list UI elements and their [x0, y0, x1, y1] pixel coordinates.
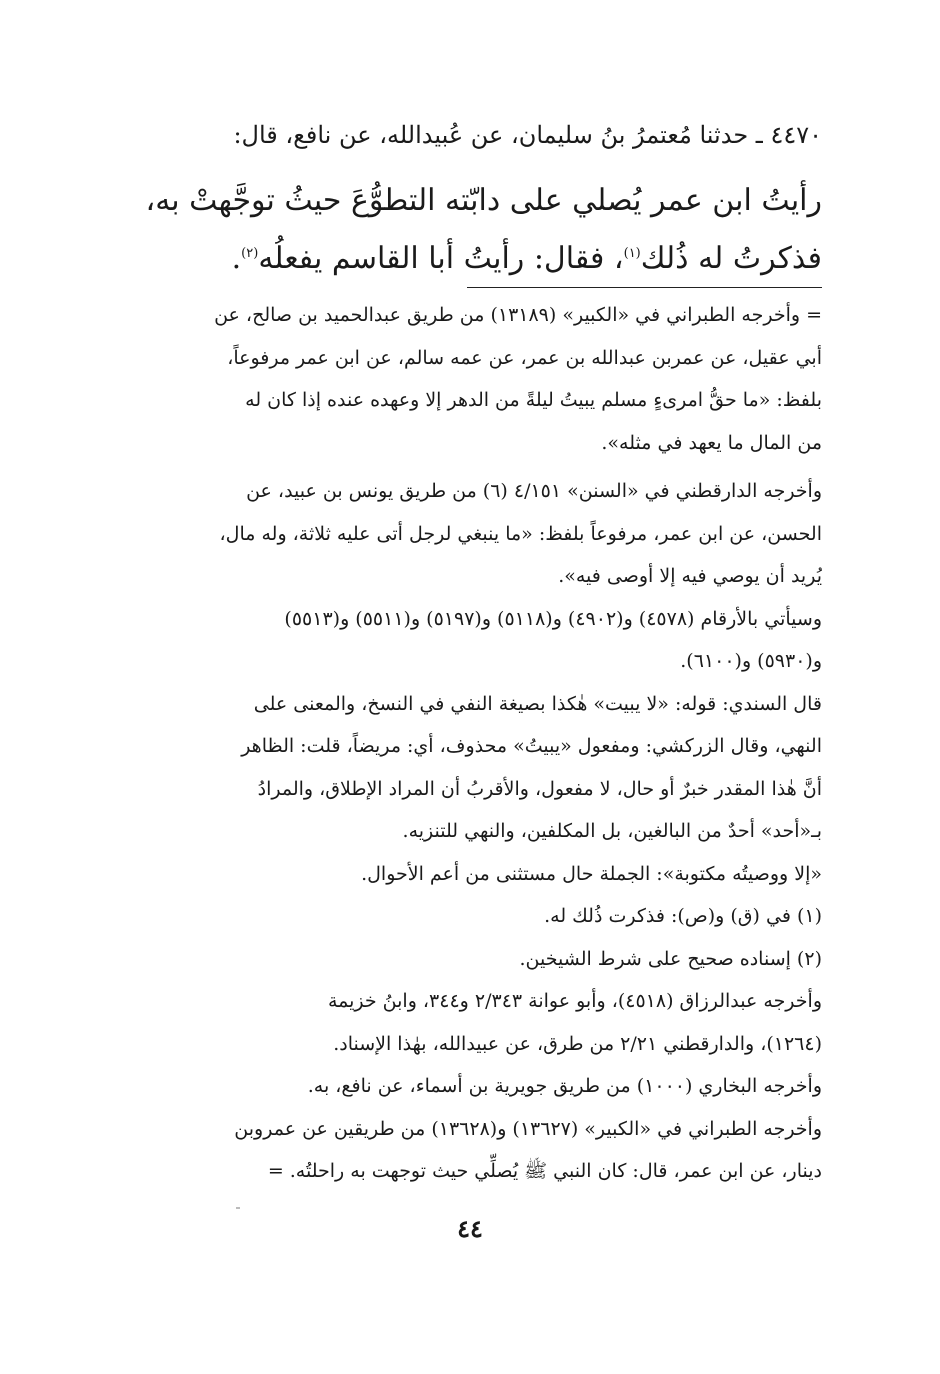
hadith-line-mid: ، فقال: رأيتُ أبا القاسم يفعلُه — [258, 241, 624, 276]
footnote-marker-2: (٢) — [241, 246, 259, 261]
note-paragraph — [104, 1065, 822, 1108]
note-line: «إلا ووصيتُه مكتوبة»: الجملة حال مستثنى من أعم الأحوال. — [361, 862, 822, 885]
note-line: وأخرجه البخاري (١٠٠٠) من طريق جويرية بن أسماء، عن نافع، به. — [307, 1075, 822, 1097]
note-line: وسيأتي بالأرقام (٤٥٧٨) و(٤٩٠٢) و(٥١١٨) و(٥١٩٧) و(٥٥١١) و(٥٥١٣) — [284, 607, 822, 630]
print-speck — [236, 1207, 240, 1209]
footnote-marker-1: (١) — [623, 246, 641, 261]
footnote-separator — [467, 287, 822, 288]
hadith-line-start: فذكرتُ له ذُلك — [640, 241, 822, 276]
note-line: قال السندي: قوله: «لا يبيت» هٰكذا بصيغة النفي في النسخ، والمعنى على — [253, 692, 822, 715]
note-line: أبي عقيل، عن عمربن عبدالله بن عمر، عن عمه سالم، عن ابن عمر مرفوعاً، — [227, 346, 822, 369]
note-paragraph — [104, 683, 822, 896]
note-paragraph — [104, 980, 822, 1065]
footnote-1: (١) في (ق) و(ص): فذكرت ذُلك له. — [544, 905, 822, 927]
page-number: ٤٤ — [457, 1214, 483, 1243]
note-paragraph — [104, 294, 822, 464]
note-paragraph — [104, 470, 822, 598]
note-line: = وأخرجه الطبراني في «الكبير» (١٣١٨٩) من طريق عبدالحميد بن صالح، عن — [214, 304, 822, 326]
hadith-isnad-line: ٤٤٧٠ ـ حدثنا مُعتمرُ بنُ سليمان، عن عُبيدالله، عن نافع، قال: — [233, 121, 822, 149]
note-line: يُريد أن يوصي فيه إلا أوصى فيه». — [558, 565, 822, 587]
note-line: وأخرجه الدارقطني في «السنن» ٤/١٥١ (٦) من طريق يونس بن عبيد، عن — [246, 480, 822, 502]
note-line: وأخرجه عبدالرزاق (٤٥١٨)، وأبو عوانة ٢/٣٤٣ و٣٤٤، وابنُ خزيمة — [327, 990, 822, 1012]
hadith-line — [104, 230, 822, 288]
hadith-text — [104, 172, 822, 288]
footnote-2: (٢) إسناده صحيح على شرط الشيخين. — [519, 947, 822, 970]
note-paragraph — [104, 598, 822, 683]
note-line: دينار، عن ابن عمر، قال: كان النبي ﷺ يُصلِّي حيث توجهت به راحلتُه. = — [267, 1160, 822, 1182]
commentary-notes — [104, 294, 822, 1193]
note-line: وأخرجه الطبراني في «الكبير» (١٣٦٢٧) و(١٣٦٢٨) من طريقين عن عمروبن — [234, 1117, 822, 1140]
note-line: من المال ما يعهد في مثله». — [601, 431, 822, 454]
note-paragraph — [104, 1108, 822, 1193]
footnotes — [104, 895, 822, 980]
hadith-line: رأيتُ ابن عمر يُصلي على دابّته التطوُّعَ حيثُ توجَّهتْ به، — [145, 183, 822, 218]
note-line: أنَّ هٰذا المقدر خبرٌ أو حال، لا مفعول، والأقربُ أن المراد الإطلاق، والمرادُ — [257, 777, 822, 800]
note-line: الحسن، عن ابن عمر، مرفوعاً بلفظ: «ما ينبغي لرجل أتى عليه ثلاثة، وله مال، — [219, 522, 822, 545]
hadith-line-end: . — [231, 241, 242, 276]
note-line: بـ«أحد» أحدٌ من البالغين، بل المكلفين، والنهي للتنزيه. — [402, 820, 822, 842]
note-line: و(٥٩٣٠) و(٦١٠٠). — [680, 650, 822, 672]
note-line: بلفظ: «ما حقُّ امرىءٍ مسلم يبيتُ ليلةً من الدهر إلا وعهده عنده إذا كان له — [245, 389, 822, 411]
note-line: النهي، وقال الزركشي: ومفعول «يبيتُ» محذوف، أي: مريضاً، قلت: الظاهر — [241, 735, 822, 757]
note-line: (١٢٦٤)، والدارقطني ٢/٢١ من طرق، عن عبيدالله، بهٰذا الإسناد. — [333, 1032, 822, 1055]
